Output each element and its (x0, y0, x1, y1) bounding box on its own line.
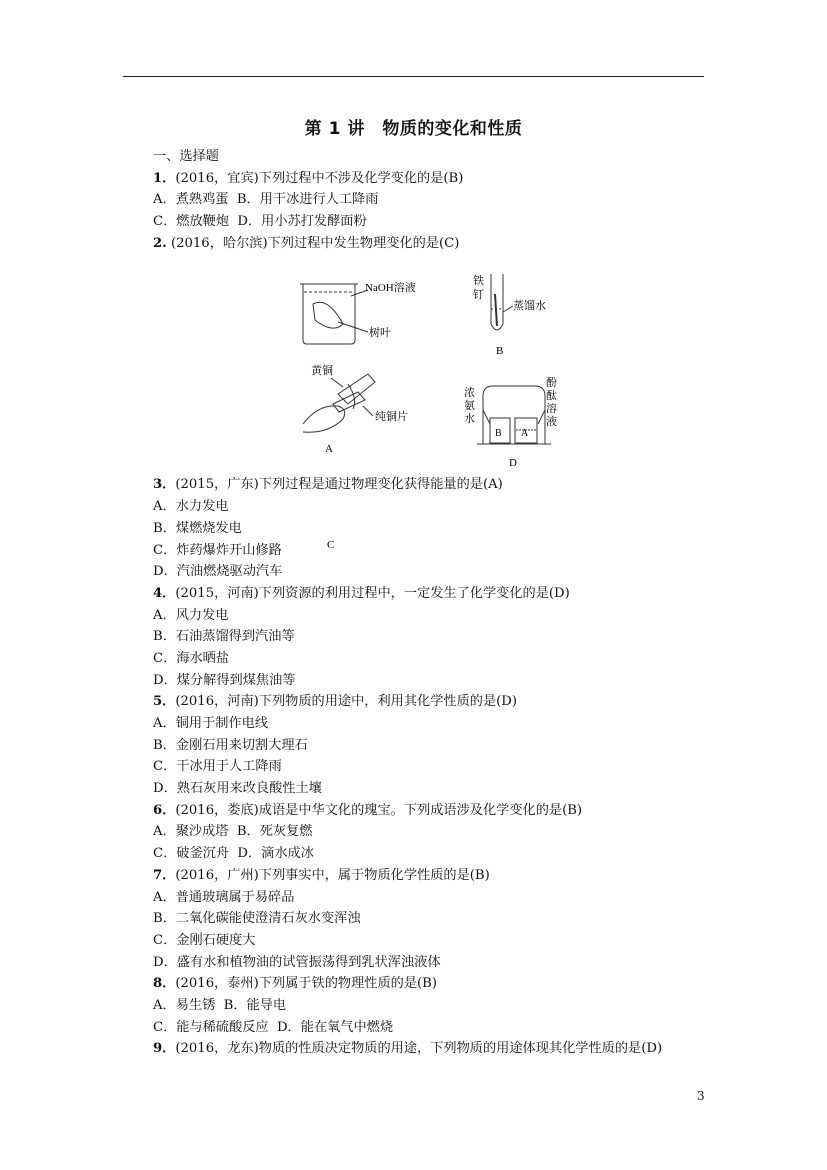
options-row (153, 1017, 713, 1039)
question-stem: (2016，广州)下列事实中，属于物质化学性质的是(B) (175, 867, 490, 883)
copper-plate-icon (333, 392, 365, 412)
option-b: B．用干冰进行人工降雨 (236, 192, 379, 208)
option-d: D．煤分解得到煤焦油等 (153, 672, 296, 688)
option-d: D．熟石灰用来改良酸性土壤 (153, 781, 322, 797)
question-stem: (2016，宜宾)下列过程中不涉及化学变化的是(B) (175, 170, 464, 186)
beaker-a-icon (303, 284, 355, 344)
question-number: 3． (153, 477, 176, 493)
question-number: 2. (153, 235, 167, 251)
iron-label-2: 钉 (473, 289, 484, 302)
option-b: B．死灰复燃 (236, 824, 313, 840)
options-row (153, 843, 713, 865)
figure-label-b: B (496, 345, 504, 358)
hand-icon (303, 406, 345, 432)
leaf-label: 树叶 (369, 327, 391, 340)
option-b: B．石油蒸馏得到汽油等 (153, 629, 295, 645)
bell-jar-icon (483, 386, 545, 444)
section-heading: 一、选择题 (153, 149, 219, 164)
question-2 (153, 233, 713, 255)
option-b: B．金刚石用来切割大理石 (153, 737, 308, 753)
option-c: C．海水晒盐 (153, 650, 230, 666)
document-body (153, 146, 713, 1060)
phenol-label-3: 溶 (546, 403, 557, 416)
option-b: B．二氧化碳能使澄清石灰水变浑浊 (153, 911, 361, 927)
figure-label-a: A (325, 443, 333, 456)
iron-label-1: 铁 (473, 275, 484, 288)
option-a: A．煮熟鸡蛋 (153, 192, 229, 208)
question-stem: (2015，河南)下列资源的利用过程中，一定发生了化学变化的是(D) (175, 585, 570, 601)
question-number: 1． (153, 170, 176, 186)
option-b: B．煤燃烧发电 (153, 520, 242, 536)
option-d: D．滴水成冰 (237, 846, 314, 862)
question-stem: (2016，泰州)下列属于铁的物理性质的是(B) (175, 976, 438, 992)
water-label: 蒸馏水 (513, 300, 546, 313)
figure-label-d: D (509, 457, 517, 470)
ammonia-label-2: 氨 (464, 400, 475, 413)
ammonia-label-1: 浓 (464, 387, 475, 400)
option-a: A．铜用于制作电线 (153, 716, 269, 731)
option-a: A．普通玻璃属于易碎品 (153, 889, 295, 905)
phenol-label-2: 酞 (546, 390, 557, 403)
option-c: C．燃放鞭炮 (153, 214, 230, 230)
options-row (153, 189, 713, 211)
brass-label: 黄铜 (311, 365, 333, 378)
ammonia-label-3: 水 (464, 413, 475, 426)
question-number: 6． (153, 802, 176, 818)
question-number: 4． (153, 585, 176, 601)
question-number: 7． (153, 867, 176, 883)
brass-plate-icon (338, 374, 375, 404)
option-a: A．水力发电 (153, 499, 229, 515)
figure-label-c: C (327, 539, 335, 552)
option-a: A．聚沙成塔 (153, 824, 229, 840)
option-c: C．能与稀硫酸反应 (153, 1019, 269, 1035)
question-8 (153, 973, 713, 995)
question-stem: (2016，龙东)物质的性质决定物质的用途，下列物质的用途体现其化学性质的是(D) (175, 1041, 663, 1057)
option-d: D．能在氧气中燃烧 (276, 1019, 394, 1035)
question-4 (153, 583, 713, 605)
page-number: 3 (697, 1089, 705, 1103)
beaker-a-label: A (521, 428, 529, 440)
leaf-icon (313, 303, 343, 329)
question-7 (153, 865, 713, 887)
iron-nail-icon (495, 294, 497, 326)
option-c: C．干冰用于人工降雨 (153, 759, 282, 775)
question-stem: (2016，娄底)成语是中华文化的瑰宝。下列成语涉及化学变化的是(B) (175, 802, 583, 818)
option-d: D．用小苏打发酵面粉 (237, 214, 367, 230)
option-a: A．风力发电 (153, 607, 229, 623)
question-9 (153, 1038, 713, 1060)
question-stem: (2016，河南)下列物质的用途中，利用其化学性质的是(D) (175, 694, 518, 710)
question-number: 5． (153, 694, 176, 710)
phenol-label-1: 酚 (546, 377, 557, 390)
question-stem: (2015，广东)下列过程是通过物理变化获得能量的是(A) (175, 477, 503, 493)
question-6 (153, 800, 713, 822)
question-stem: (2016，哈尔滨)下列过程中发生物理变化的是(C) (170, 235, 460, 251)
option-d: D．汽油燃烧驱动汽车 (153, 564, 283, 580)
phenol-label-4: 液 (546, 416, 557, 429)
option-a: A．易生锈 (153, 997, 216, 1013)
option-d: D．盛有水和植物油的试管振荡得到乳状浑浊液体 (153, 954, 441, 970)
option-c: C．金刚石硬度大 (153, 932, 256, 948)
beaker-b-label: B (495, 428, 502, 440)
question-5 (153, 691, 713, 713)
copper-label: 纯铜片 (375, 411, 408, 424)
question-number: 9． (153, 1041, 176, 1057)
question-1 (153, 168, 713, 190)
options-row (153, 211, 713, 233)
naoh-label: NaOH溶液 (365, 282, 416, 295)
page-title: 第 1 讲 物质的变化和性质 (304, 119, 523, 139)
options-row (153, 821, 713, 843)
question-3 (153, 474, 713, 496)
options-row (153, 995, 713, 1017)
option-c: C．破釜沉舟 (153, 846, 230, 862)
question-number: 8． (153, 976, 176, 992)
header-rule (123, 76, 704, 77)
option-b: B．能导电 (223, 997, 287, 1013)
option-c: C．炸药爆炸开山修路 (153, 542, 282, 558)
